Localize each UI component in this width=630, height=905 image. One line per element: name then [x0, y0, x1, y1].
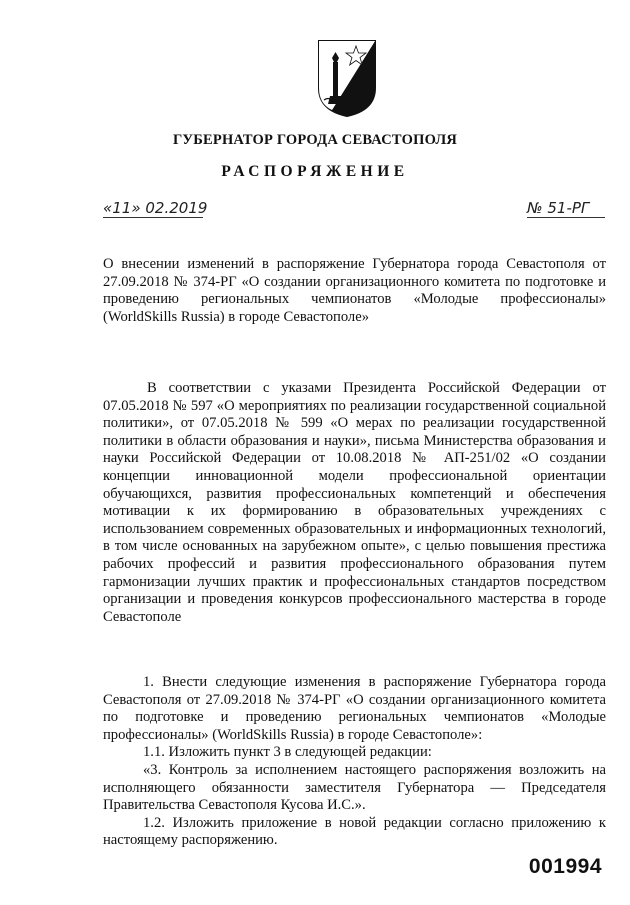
number-underline: [527, 217, 605, 218]
emblem: [316, 38, 378, 118]
order-number: № 51-РГ: [527, 199, 590, 217]
order-date: «11» 02.2019: [103, 199, 208, 217]
clause-1-1: 1.1. Изложить пункт 3 в следующей редакции:: [143, 744, 432, 761]
date-underline: [103, 217, 203, 218]
clause-1-2: 1.2. Изложить приложение в новой редакции согласно приложению к настоящему распоряжению.: [103, 814, 606, 849]
document-type: РАСПОРЯЖЕНИЕ: [221, 163, 409, 180]
sevastopol-coat-of-arms-icon: [316, 38, 378, 118]
clause-1: 1. Внести следующие изменения в распоряжение Губернатора города Севастополя от 27.09.2018 № 374-РГ «О создании организационного комитета по подготовке и проведению региональных чемпионатов «Молодые профессионалы» (WorldSkills Russia) в городе Севастополе»:: [103, 674, 606, 743]
document-subject: О внесении изменений в распоряжение Губернатора города Севастополя от 27.09.2018 № 374-РГ «О создании организационного комитета по подготовке и проведению региональных чемпионатов «Молодые профессионалы» (WorldSkills Russia) в городе Севастополе»: [103, 256, 606, 325]
governor-title: ГУБЕРНАТОР ГОРОДА СЕВАСТОПОЛЯ: [172, 132, 458, 148]
clauses-list: [103, 674, 606, 850]
preamble-paragraph: В соответствии с указами Президента Российской Федерации от 07.05.2018 № 597 «О мероприятиях по реализации государственной социальной политики», от 07.05.2018 № 599 «О мерах по реализации государственной политики в области образования и науки», письма Министерства образования и науки Российской Федерации от 10.08.2018 № АП-251/02 «О создании концепции инновационной модели профессиональной ориентации обучающихся, развития профессиональных компетенций и обеспечения мотивации к их формированию в образовательных учреждениях с использованием современных образовательных и информационных технологий, в том числе основанных на зарубежном опыте», с целью повышения престижа рабочих профессий и развития профессионального образования путем гармонизации лучших практик и профессиональных стандартов посредством организации и проведения конкурсов профессионального мастерства в городе Севастополе: [103, 380, 606, 625]
document-code: 001994: [528, 855, 602, 878]
clause-quote-3: «3. Контроль за исполнением настоящего распоряжения возложить на исполняющего обязанности заместителя Губернатора — Председателя Правительства Севастополя Кусова И.С.».: [103, 761, 606, 814]
